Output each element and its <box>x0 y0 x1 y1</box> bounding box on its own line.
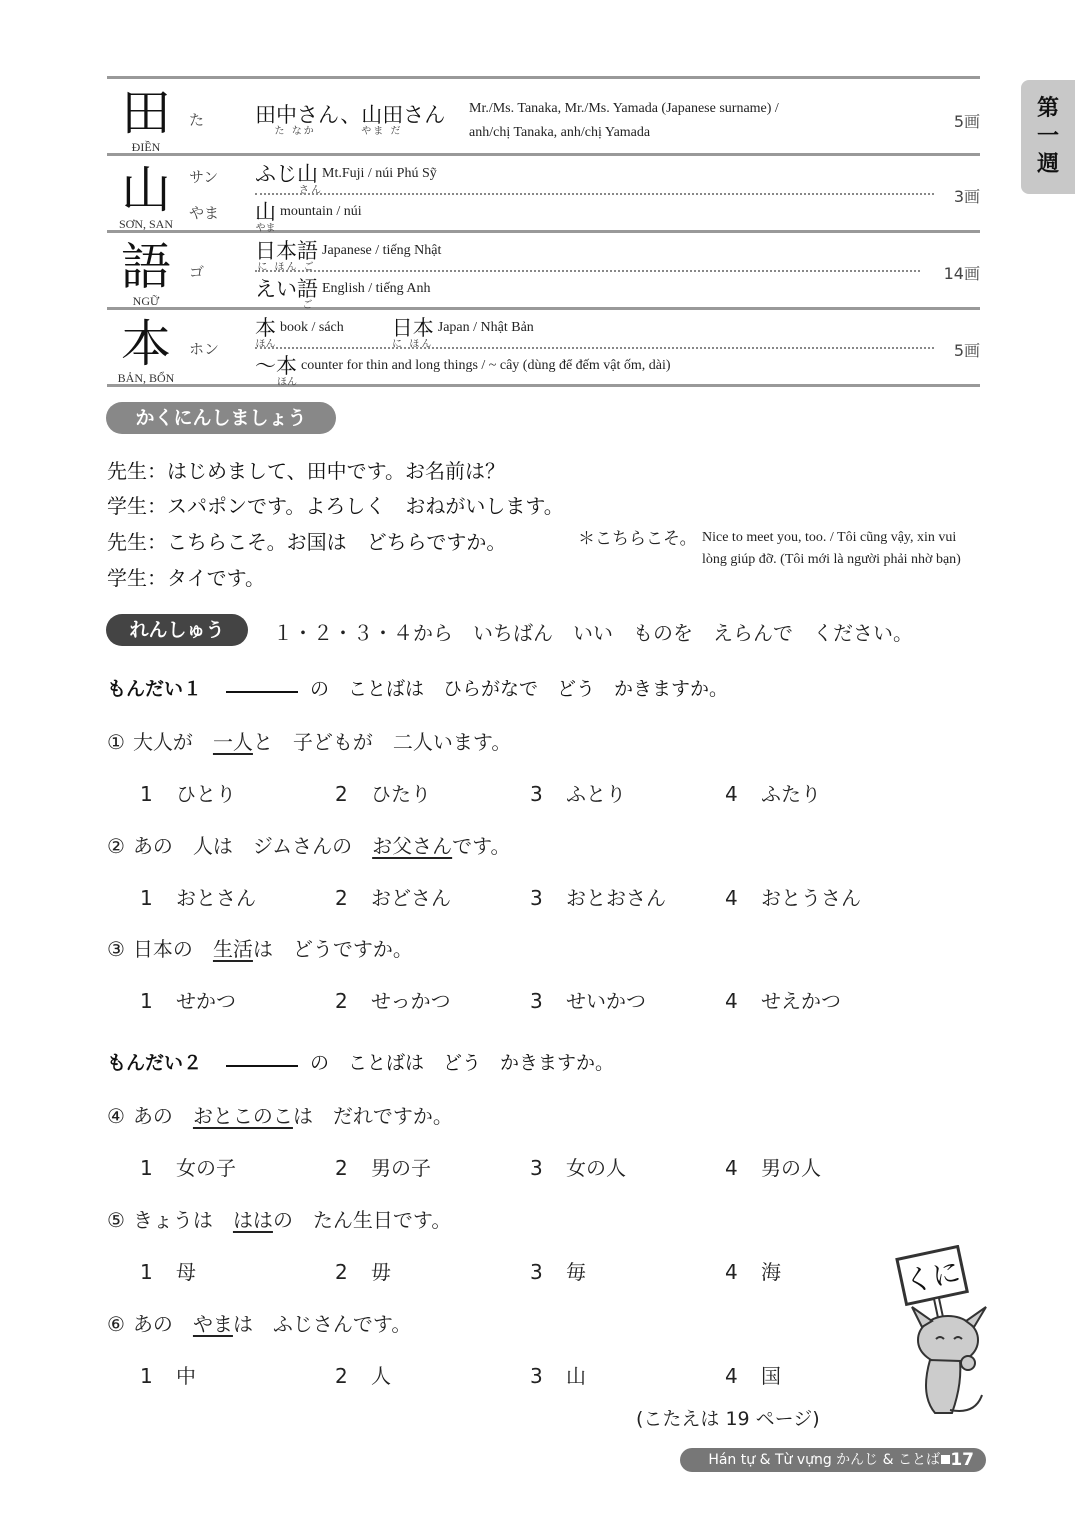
kanji-cell <box>107 233 185 307</box>
question-number: ③ <box>107 937 125 961</box>
option-text: ひたり <box>371 782 431 806</box>
vocab-gloss: mountain / núi <box>280 204 362 219</box>
option-text: おとうさん <box>761 886 861 910</box>
blank-line <box>226 691 298 693</box>
question-4 <box>107 1100 453 1129</box>
option-text: せえかつ <box>761 989 841 1013</box>
dotted-divider <box>255 193 934 195</box>
answer-option[interactable] <box>725 1360 781 1389</box>
answer-option[interactable] <box>140 985 236 1014</box>
question-number: ① <box>107 730 125 754</box>
mondai-text: の ことばは ひらがなで どう かきますか。 <box>310 678 729 700</box>
question-text: あの <box>132 1312 193 1336</box>
mondai-label: もんだい２ <box>107 1052 203 1074</box>
question-text: きょうは <box>132 1208 233 1232</box>
option-text: おとおさん <box>566 886 666 910</box>
kanji-sino-name: ĐIỀN <box>131 140 161 154</box>
mondai-label: もんだい１ <box>107 678 203 700</box>
kanji-char: 本 <box>121 315 171 373</box>
kanji-cell <box>107 156 185 230</box>
answer-option[interactable] <box>530 882 666 911</box>
question-number: ② <box>107 834 125 858</box>
kanji-sino-name: SƠN, SAN <box>118 217 173 231</box>
option-text: 山 <box>566 1364 586 1388</box>
option-text: 女の子 <box>176 1156 236 1180</box>
sign-text: くに <box>901 1254 964 1299</box>
question-2 <box>107 830 511 859</box>
answer-option[interactable] <box>140 778 236 807</box>
mondai-1-heading <box>107 674 728 701</box>
option-text: 男の子 <box>371 1156 431 1180</box>
kanji-reading: やま <box>189 204 220 222</box>
option-number: 4 <box>725 1156 738 1180</box>
vocab-word: えい語 ご <box>255 277 318 311</box>
option-text: おとさん <box>176 886 256 910</box>
answer-option[interactable] <box>530 985 646 1014</box>
vocab-line <box>255 99 446 137</box>
question-text: は どうですか。 <box>252 937 413 961</box>
vocab-word: 日本語 に ほん ご <box>255 239 318 273</box>
vocab-line <box>255 350 671 388</box>
option-number: 3 <box>530 1364 543 1388</box>
option-text: おどさん <box>371 886 451 910</box>
week-tab-char: 週 <box>1036 152 1059 177</box>
vocab-word: ふじ山 さん <box>255 162 323 196</box>
underlined-target-word: 生活 <box>212 937 253 961</box>
option-text: 海 <box>761 1260 781 1284</box>
dialogue-line: 先生：はじめまして、田中です。お名前は？ <box>107 459 505 483</box>
option-number: 2 <box>335 886 348 910</box>
answer-option[interactable] <box>530 1256 586 1285</box>
footer-square-icon <box>941 1455 950 1464</box>
kanji-sino-name: BẢN, BỔN <box>117 371 175 385</box>
option-number: 1 <box>140 1260 153 1284</box>
question-text: 大人が <box>132 730 213 754</box>
option-number: 4 <box>725 1260 738 1284</box>
kanji-sino-name: NGỮ <box>132 294 160 308</box>
vocab-gloss: book / sách <box>280 320 344 335</box>
stroke-count: 3画 <box>953 187 980 206</box>
vocab-line <box>255 273 431 311</box>
question-text: と 子どもが 二人います。 <box>252 730 512 754</box>
answer-option[interactable] <box>725 882 861 911</box>
option-number: 2 <box>335 1156 348 1180</box>
vocab-line <box>255 158 437 196</box>
vocab-gloss: English / tiếng Anh <box>322 281 431 296</box>
question-1 <box>107 726 511 755</box>
vocab-word: 日本 に ほん <box>391 316 434 350</box>
vocab-word: 本 ほん <box>255 316 276 350</box>
kanji-row <box>107 156 980 233</box>
question-text: です。 <box>452 834 511 858</box>
option-number: 3 <box>530 1156 543 1180</box>
underlined-target-word: はは <box>232 1208 273 1232</box>
vocab-gloss: Japanese / tiếng Nhật <box>322 243 442 258</box>
kanji-char: 語 <box>121 238 171 296</box>
option-number: 1 <box>140 1156 153 1180</box>
kanji-reading: サン <box>189 168 219 186</box>
vocab-word: 田中さん、 た なか <box>255 103 362 137</box>
question-text: は ふじさんです。 <box>232 1312 412 1336</box>
option-number: 4 <box>725 989 738 1013</box>
option-number: 3 <box>530 1260 543 1284</box>
blank-line <box>226 1065 298 1067</box>
option-number: 1 <box>140 989 153 1013</box>
question-text: あの <box>132 1104 193 1128</box>
vocab-line <box>255 312 534 350</box>
question-number: ⑥ <box>107 1312 125 1336</box>
kanji-row <box>107 79 980 156</box>
answer-option[interactable] <box>140 882 256 911</box>
vocab-line <box>255 196 362 234</box>
dialogue-line: 学生：スパポンです。よろしく おねがいします。 <box>107 494 564 518</box>
answer-option[interactable] <box>725 1152 821 1181</box>
answer-reference: (こたえは 19 ページ) <box>636 1408 820 1430</box>
answer-option[interactable] <box>140 1256 196 1285</box>
option-text: 国 <box>761 1364 781 1388</box>
week-tab-char: 第 <box>1036 96 1059 121</box>
answer-option[interactable] <box>335 778 431 807</box>
answer-option[interactable] <box>725 778 821 807</box>
kanji-cell <box>107 79 185 153</box>
option-number: 1 <box>140 1364 153 1388</box>
option-text: ふとり <box>566 782 626 806</box>
question-text: あの 人は ジムさんの <box>132 834 373 858</box>
option-number: 1 <box>140 886 153 910</box>
vocab-word: 山田さん やま だ <box>361 103 446 137</box>
kanji-reading: た <box>189 111 205 129</box>
kanji-reading: ゴ <box>189 263 205 281</box>
answer-option[interactable] <box>530 1360 586 1389</box>
option-text: 中 <box>176 1364 196 1388</box>
question-text: 日本の <box>132 937 213 961</box>
page-footer <box>680 1448 986 1472</box>
underlined-target-word: おとこのこ <box>192 1104 293 1128</box>
stroke-count: 14画 <box>943 264 980 283</box>
kanji-reading: ホン <box>189 340 220 358</box>
check-section-title: かくにんしましょう <box>106 402 336 434</box>
dotted-divider <box>255 270 920 272</box>
answer-option[interactable] <box>335 1152 431 1181</box>
vocab-gloss: counter for thin and long things / ~ cây (dùng để đếm vật ốm, dài) <box>301 358 671 373</box>
practice-section-title: れんしゅう <box>106 614 248 646</box>
stroke-count: 5画 <box>953 341 980 360</box>
vocab-gloss: Mt.Fuji / núi Phú Sỹ <box>322 166 437 181</box>
page-number: 17 <box>950 1450 974 1470</box>
stroke-count: 5画 <box>953 112 980 131</box>
instruction: １・２・３・４から いちばん いい ものを えらんで ください。 <box>273 621 913 645</box>
underlined-target-word: やま <box>192 1312 233 1336</box>
option-text: 男の人 <box>761 1156 821 1180</box>
option-number: 2 <box>335 989 348 1013</box>
note-text: Nice to meet you, too. / Tôi cũng vậy, xin vui lòng giúp đỡ. (Tôi mới là người phải nhờ bạn) <box>702 530 961 567</box>
kanji-row <box>107 310 980 387</box>
dialogue-line: 先生：こちらこそ。お国は どちらですか。 <box>107 530 507 554</box>
question-number: ④ <box>107 1104 125 1128</box>
option-text: せっかつ <box>371 989 451 1013</box>
option-text: せかつ <box>176 989 236 1013</box>
kanji-char: 山 <box>121 161 171 219</box>
week-tab-char: 一 <box>1036 124 1059 149</box>
option-number: 4 <box>725 1364 738 1388</box>
option-text: ふたり <box>761 782 821 806</box>
question-6 <box>107 1308 411 1337</box>
option-text: 毎 <box>566 1260 586 1284</box>
question-3 <box>107 933 413 962</box>
vocab-gloss: Japan / Nhật Bản <box>437 320 534 335</box>
kanji-row <box>107 233 980 310</box>
question-text: は だれですか。 <box>292 1104 453 1128</box>
option-number: 3 <box>530 886 543 910</box>
answer-option[interactable] <box>530 1152 626 1181</box>
option-text: 女の人 <box>566 1156 626 1180</box>
option-number: 2 <box>335 1260 348 1284</box>
question-number: ⑤ <box>107 1208 125 1232</box>
answer-option[interactable] <box>335 1256 391 1285</box>
answer-option[interactable] <box>335 1360 391 1389</box>
underlined-target-word: お父さん <box>372 834 453 858</box>
kanji-table <box>107 76 980 387</box>
question-5 <box>107 1204 451 1233</box>
note-label: ＊こちらこそ。 <box>578 529 697 549</box>
question-text: の たん生日です。 <box>272 1208 452 1232</box>
vocab-word: ～本 ほん <box>255 354 297 388</box>
kanji-cell <box>107 310 185 384</box>
option-text: 母 <box>176 1260 196 1284</box>
vocab-word: 山 やま <box>255 200 276 234</box>
vocab-line <box>255 235 442 273</box>
option-number: 4 <box>725 886 738 910</box>
option-number: 3 <box>530 782 543 806</box>
option-text: 人 <box>371 1364 391 1388</box>
kanji-char: 田 <box>121 84 171 142</box>
mondai-text: の ことばは どう かきますか。 <box>310 1052 615 1074</box>
week-tab <box>1021 80 1075 194</box>
answer-option[interactable] <box>140 1152 236 1181</box>
option-number: 3 <box>530 989 543 1013</box>
option-number: 4 <box>725 782 738 806</box>
dialogue-line: 学生：タイです。 <box>107 566 265 590</box>
answer-option[interactable] <box>140 1360 196 1389</box>
option-number: 2 <box>335 782 348 806</box>
option-text: せいかつ <box>566 989 646 1013</box>
footer-text: Hán tự & Từ vựng かんじ & ことば <box>708 1452 940 1468</box>
vocab-gloss: Mr./Ms. Tanaka, Mr./Ms. Yamada (Japanese surname) / anh/chị Tanaka, anh/chị Yamada <box>469 101 779 140</box>
option-number: 2 <box>335 1364 348 1388</box>
answer-option[interactable] <box>335 985 451 1014</box>
answer-option[interactable] <box>335 882 451 911</box>
mondai-2-heading <box>107 1048 614 1075</box>
answer-option[interactable] <box>530 778 626 807</box>
answer-option[interactable] <box>725 985 841 1014</box>
option-text: ひとり <box>176 782 236 806</box>
option-text: 毋 <box>371 1260 391 1284</box>
mascot-illustration <box>890 1245 990 1425</box>
answer-option[interactable] <box>725 1256 781 1285</box>
underlined-target-word: 一人 <box>212 730 253 754</box>
dotted-divider <box>255 347 934 349</box>
option-number: 1 <box>140 782 153 806</box>
